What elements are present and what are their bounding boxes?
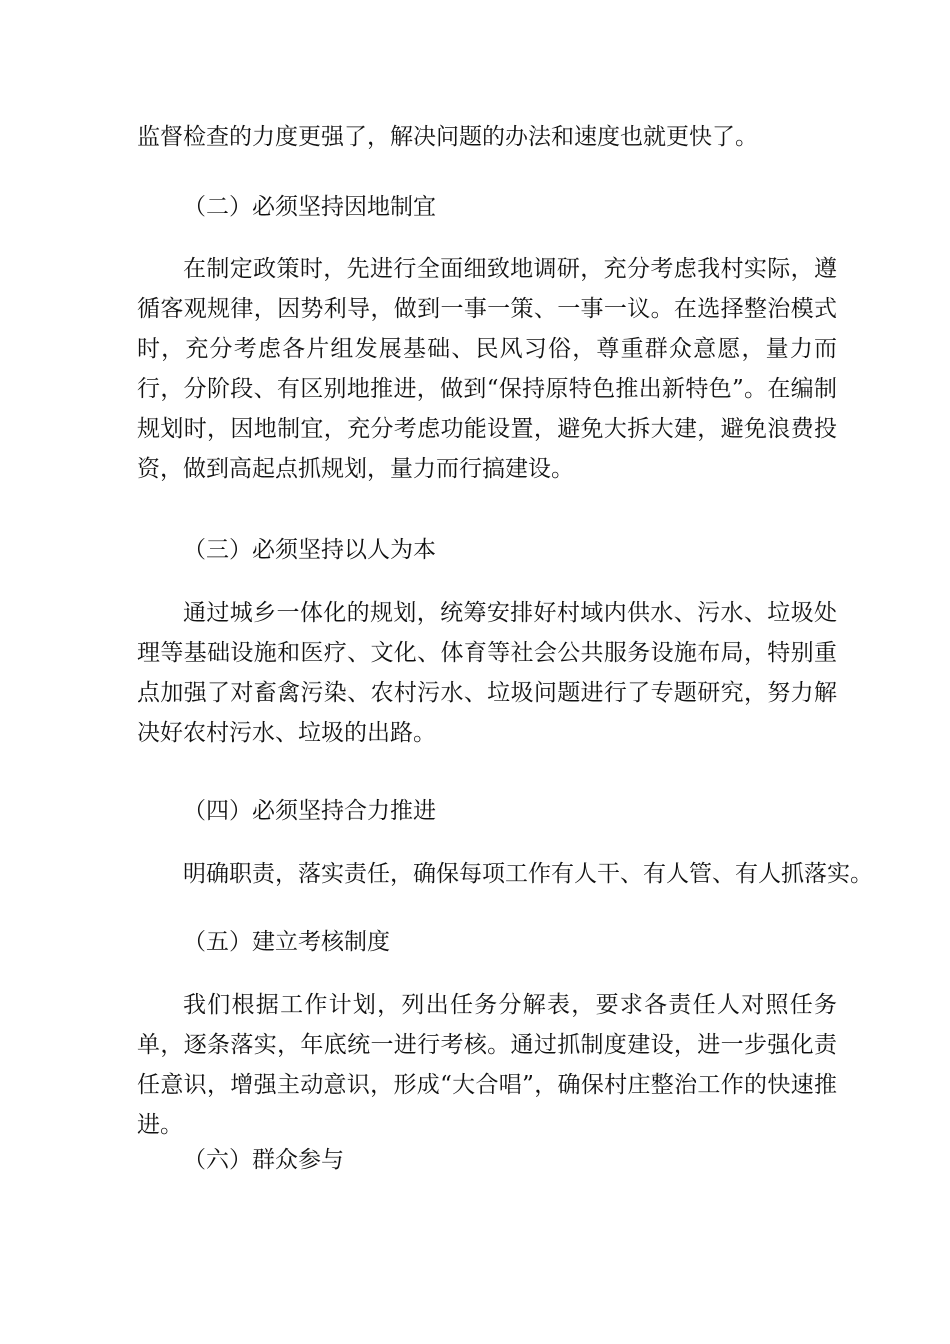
section-body-2: 在制定政策时，先进行全面细致地调研，充分考虑我村实际，遵循客观规律，因势利导，做到一事一策、一事一议。在选择整治模式时，充分考虑各片组发展基础、民风习俗，尊重群众意愿，量力而行，分阶段、有区别地推进，做到“保持原特色推出新特色”。在编制规划时，因地制宜，充分考虑功能设置，避免大拆大建，避免浪费投资，做到高起点抓规划，量力而行搞建设。 (137, 256, 837, 482)
section-heading-6: （六）群众参与 (183, 1147, 344, 1173)
section-heading-5: （五）建立考核制度 (183, 929, 390, 955)
section-body-4: 明确职责，落实责任，确保每项工作有人干、有人管、有人抓落实。 (183, 861, 873, 887)
section-body-5: 我们根据工作计划，列出任务分解表，要求各责任人对照任务单，逐条落实，年底统一进行考核。通过抓制度建设，进一步强化责任意识，增强主动意识，形成“大合唱”，确保村庄整治工作的快速推进。 (137, 992, 837, 1138)
section-body-3: 通过城乡一体化的规划，统筹安排好村域内供水、污水、垃圾处理等基础设施和医疗、文化、体育等社会公共服务设施布局，特别重点加强了对畜禽污染、农村污水、垃圾问题进行了专题研究，努力解决好农村污水、垃圾的出路。 (137, 600, 837, 746)
intro-paragraph: 监督检查的力度更强了，解决问题的办法和速度也就更快了。 (137, 124, 758, 150)
section-heading-3: （三）必须坚持以人为本 (183, 537, 436, 563)
section-heading-4: （四）必须坚持合力推进 (183, 798, 436, 824)
section-heading-2: （二）必须坚持因地制宜 (183, 194, 436, 220)
